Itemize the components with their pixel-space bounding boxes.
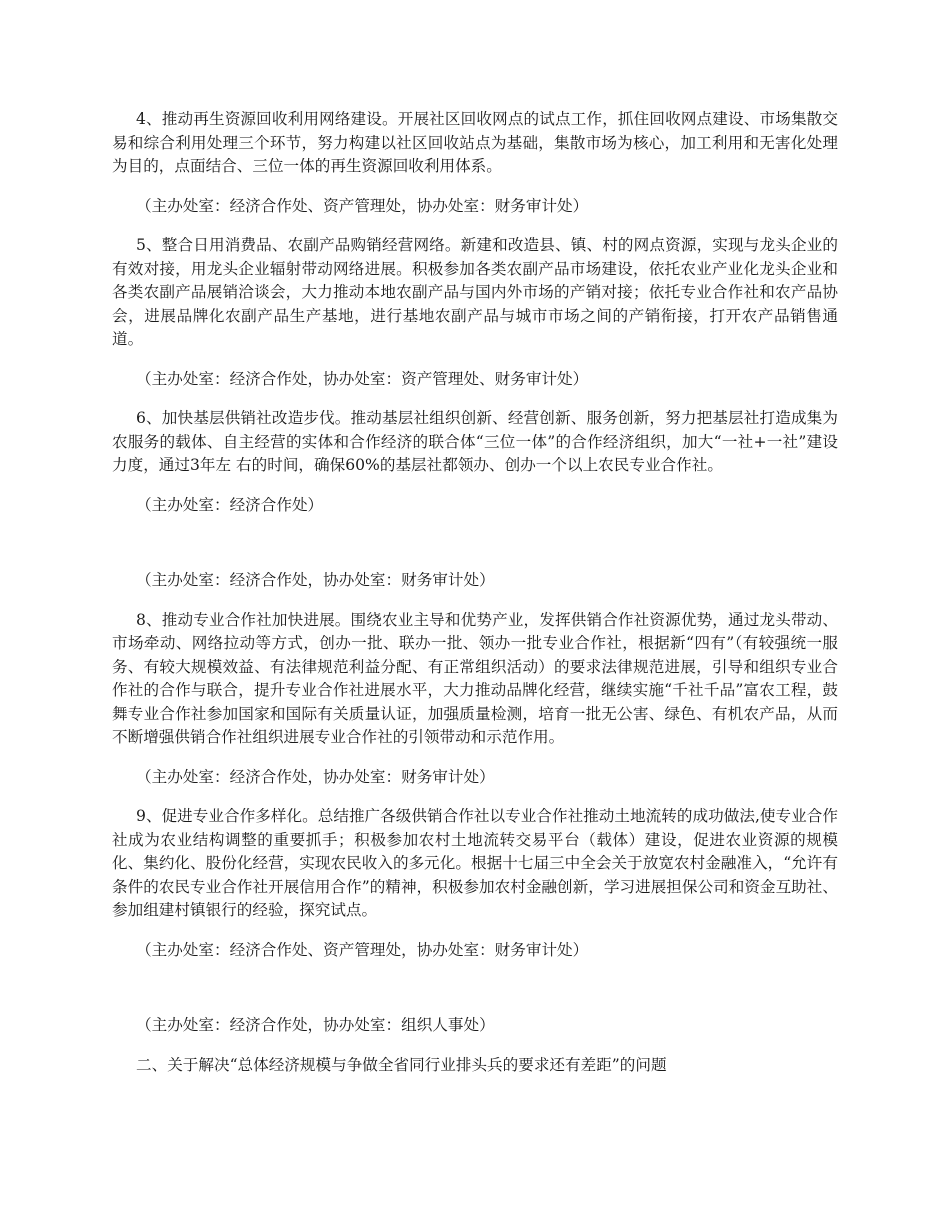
office-note: （主办处室：经济合作处，协办处室：组织人事处） — [136, 1016, 495, 1034]
paragraph-item-6: 6、加快基层供销社改造步伐。推动基层社组织创新、经营创新、服务创新，努力把基层社打造成集为农服务的载体、自主经营的实体和合作经济的联合体“三位一体”的合作经济组织，加大“一社+一社”建设力度，通过3年左 右的时间，确保60%的基层社都领办、创办一个以上农民专业合作社。 — [112, 409, 838, 474]
office-note: （主办处室：经济合作处、资产管理处，协办处室：财务审计处） — [136, 940, 589, 959]
office-note: （主办处室：经济合作处） — [136, 495, 324, 514]
office-note: （主办处室：经济合作处，协办处室：财务审计处） — [136, 571, 495, 589]
office-note: （主办处室：经济合作处，协办处室：资产管理处、财务审计处） — [136, 369, 589, 388]
blank-gap — [112, 533, 838, 569]
paragraph-item-8: 8、推动专业合作社加快进展。围绕农业主导和优势产业，发挥供销合作社资源优势，通过龙头带动、市场牵动、网络拉动等方式，创办一批、联办一批、领办一批专业合作社，根据新“四有”（有较强统一服务、有较大规模效益、有法律规范利益分配、有正常组织活动）的要求法律规范进展，引导和组织专业合作社的合作与联合，提升专业合作社进展水平，大力推动品牌化经营，继续实施“千社千品”富农工程，鼓舞专业合作社参加国家和国际有关质量认证，加强质量检测，培育一批无公害、绿色、有机农产品，从而不断增强供销合作社组织进展专业合作社的引领带动和示范作用。 — [112, 610, 838, 746]
paragraph-item-4: 4、推动再生资源回收利用网络建设。开展社区回收网点的试点工作，抓住回收网点建设、市场集散交易和综合利用处理三个环节，努力构建以社区回收站点为基础，集散市场为核心，加工利用和无害化处理为目的，点面结合、三位一体的再生资源回收利用体系。 — [112, 110, 838, 175]
office-note: （主办处室：经济合作处，协办处室：财务审计处） — [136, 767, 495, 786]
paragraph-item-5: 5、整合日用消费品、农副产品购销经营网络。新建和改造县、镇、村的网点资源，实现与龙头企业的有效对接，用龙头企业辐射带动网络进展。积极参加各类农副产品市场建设，依托农业产业化龙头企业和各类农副产品展销洽谈会，大力推动本地农副产品与国内外市场的产销对接；依托专业合作社和农产品协会，进展品牌化农副产品生产基地，进行基地农副产品与城市市场之间的产销衔接，打开农产品销售通道。 — [112, 236, 838, 348]
office-note: （主办处室：经济合作处、资产管理处，协办处室：财务审计处） — [136, 196, 589, 215]
paragraph-item-9: 9、促进专业合作多样化。总结推广各级供销合作社以专业合作社推动土地流转的成功做法,使专业合作社成为农业结构调整的重要抓手；积极参加农村土地流转交易平台（载体）建设，促进农业资源的规模化、集约化、股份化经营，实现农民收入的多元化。根据十七届三中全会关于放宽农村金融准入，“允许有条件的农民专业合作社开展信用合作”的精神，积极参加农村金融创新，学习进展担保公司和资金互助社、参加组建村镇银行的经验，探究试点。 — [112, 807, 838, 919]
blank-gap — [112, 978, 838, 1014]
document-page — [112, 108, 838, 1077]
section-heading: 二、关于解决“总体经济规模与争做全省同行业排头兵的要求还有差距”的问题 — [136, 1055, 667, 1074]
